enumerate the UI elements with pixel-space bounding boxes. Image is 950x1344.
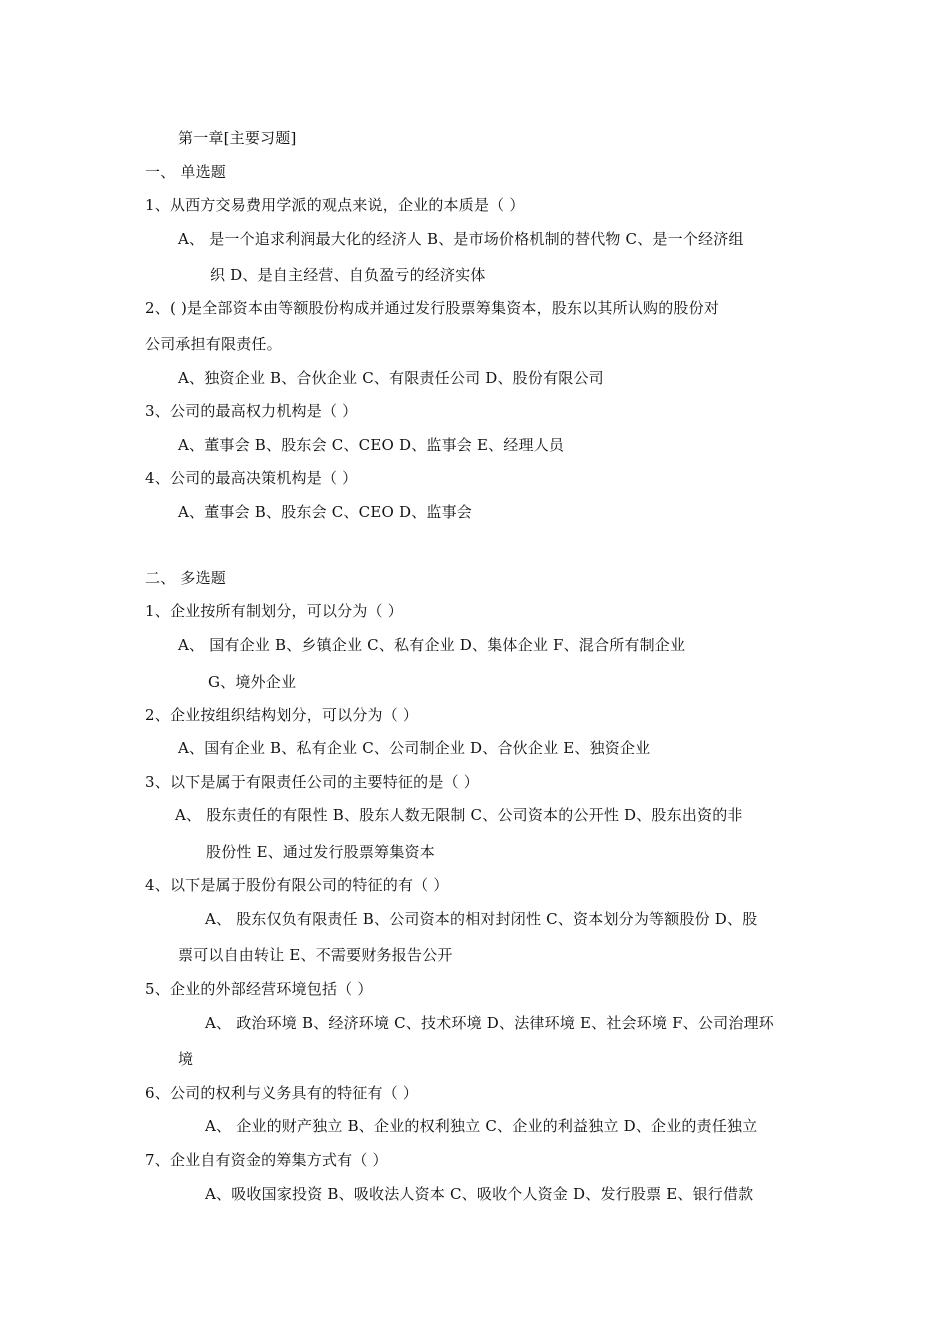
question-2-2: 2、企业按组织结构划分，可以分为（ ） xyxy=(145,706,419,724)
question-1-1-options: A、 是一个追求利润最大化的经济人 B、是市场价格机制的替代物 C、是一个经济组 xyxy=(178,230,744,248)
question-2-2-options: A、国有企业 B、私有企业 C、公司制企业 D、合伙企业 E、独资企业 xyxy=(178,739,651,757)
question-1-4: 4、公司的最高决策机构是（ ） xyxy=(145,469,358,487)
question-1-1: 1、从西方交易费用学派的观点来说，企业的本质是（ ） xyxy=(145,196,525,214)
question-2-3-options-cont: 股份性 E、通过发行股票筹集资本 xyxy=(206,843,435,861)
question-2-5-options-cont: 境 xyxy=(178,1050,194,1068)
question-1-2-options: A、独资企业 B、合伙企业 C、有限责任公司 D、股份有限公司 xyxy=(178,369,604,387)
chapter-title: 第一章[主要习题] xyxy=(178,129,297,147)
question-1-3: 3、公司的最高权力机构是（ ） xyxy=(145,402,358,420)
question-2-7-options: A、吸收国家投资 B、吸收法人资本 C、吸收个人资金 D、发行股票 E、银行借款 xyxy=(205,1185,754,1203)
question-2-4: 4、以下是属于股份有限公司的特征的有（ ） xyxy=(145,876,449,894)
question-2-6: 6、公司的权利与义务具有的特征有（ ） xyxy=(145,1084,419,1102)
question-2-1: 1、企业按所有制划分，可以分为（ ） xyxy=(145,602,403,620)
question-2-1-options-cont: G、境外企业 xyxy=(208,673,297,691)
section-heading-single-choice: 一、 单选题 xyxy=(145,163,226,181)
section-heading-multiple-choice: 二、 多选题 xyxy=(145,569,226,587)
question-2-5: 5、企业的外部经营环境包括（ ） xyxy=(145,980,373,998)
question-1-3-options: A、董事会 B、股东会 C、CEO D、监事会 E、经理人员 xyxy=(178,436,565,454)
question-2-1-options: A、 国有企业 B、乡镇企业 C、私有企业 D、集体企业 F、混合所有制企业 xyxy=(178,636,686,654)
question-2-4-options-cont: 票可以自由转让 E、不需要财务报告公开 xyxy=(178,946,453,964)
question-1-2-cont: 公司承担有限责任。 xyxy=(145,335,282,353)
question-2-3-options: A、 股东责任的有限性 B、股东人数无限制 C、公司资本的公开性 D、股东出资的非 xyxy=(175,806,743,824)
question-2-4-options: A、 股东仅负有限责任 B、公司资本的相对封闭性 C、资本划分为等额股份 D、股 xyxy=(205,910,758,928)
question-2-7: 7、企业自有资金的筹集方式有（ ） xyxy=(145,1151,388,1169)
question-1-1-options-cont: 织 D、是自主经营、自负盈亏的经济实体 xyxy=(210,266,486,284)
question-2-6-options: A、 企业的财产独立 B、企业的权利独立 C、企业的利益独立 D、企业的责任独立 xyxy=(205,1117,758,1135)
question-2-5-options: A、 政治环境 B、经济环境 C、技术环境 D、法律环境 E、社会环境 F、公司治理环 xyxy=(205,1014,774,1032)
question-2-3: 3、以下是属于有限责任公司的主要特征的是（ ） xyxy=(145,773,479,791)
question-1-2: 2、( )是全部资本由等额股份构成并通过发行股票筹集资本，股东以其所认购的股份对 xyxy=(145,299,720,317)
question-1-4-options: A、董事会 B、股东会 C、CEO D、监事会 xyxy=(178,503,472,521)
